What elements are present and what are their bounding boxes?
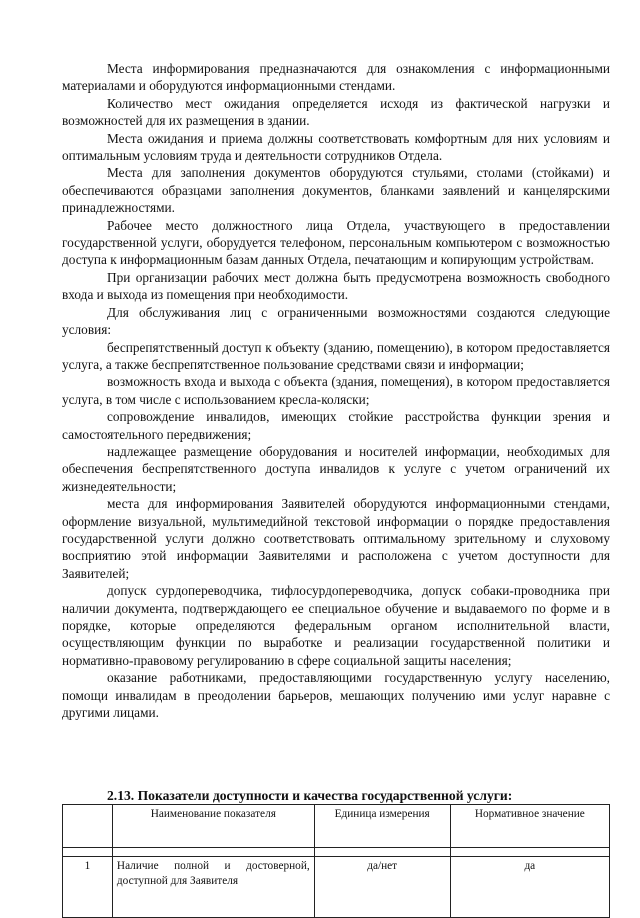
paragraph: Рабочее место должностного лица Отдела, участвующего в предоставлении государственной услуги, оборудуется телефоном, персональным компьютером с возможностью доступа к информационным базам данных Отдела, печатающим и копирующим устройствам. xyxy=(62,217,610,268)
table-spacer-row xyxy=(63,848,610,857)
spacer-cell xyxy=(112,848,314,857)
body-text xyxy=(62,60,610,721)
section-heading: 2.13. Показатели доступности и качества государственной услуги: xyxy=(107,788,513,803)
paragraph: допуск сурдопереводчика, тифлосурдопереводчика, допуск собаки-проводника при наличии документа, подтверждающего ее специальное обучение и выдаваемого по форме и в порядке, которые определяются федеральным органом исполнительной власти, осуществляющим функции по выработке и реализации государственной политики и нормативно-правовому регулированию в сфере социальной защиты населения; xyxy=(62,583,610,668)
paragraph: При организации рабочих мест должна быть предусмотрена возможность свободного входа и выхода из помещения при необходимости. xyxy=(62,269,610,303)
paragraph: сопровождение инвалидов, имеющих стойкие расстройства функции зрения и самостоятельного передвижения; xyxy=(62,409,610,442)
indicators-table xyxy=(62,804,610,918)
paragraph: возможность входа и выхода с объекта (здания, помещения), в котором предоставляется услуга, в том числе с использованием кресла-коляски; xyxy=(62,374,610,407)
table-cell-indicator: Наличие полной и достоверной, доступной для Заявителя xyxy=(112,857,314,918)
table-cell-number: 1 xyxy=(63,857,113,918)
spacer-cell xyxy=(63,848,113,857)
paragraph: Количество мест ожидания определяется исходя из фактической нагрузки и возможностей для их размещения в здании. xyxy=(62,95,610,129)
paragraph: места для информирования Заявителей оборудуются информационными стендами, оформление визуальной, мультимедийной текстовой информации о порядке предоставления государственной услуги должно соответствовать оптимальному зрительному и слуховому восприятию этой информации Заявителями и расположена с учетом доступности для Заявителей; xyxy=(62,496,610,581)
table-header-cell: Наименование показателя xyxy=(112,805,314,848)
table-header-cell: Нормативное значение xyxy=(450,805,609,848)
table-row xyxy=(63,857,610,918)
table-header-row xyxy=(63,805,610,848)
spacer-cell xyxy=(450,848,609,857)
paragraph: Места для заполнения документов оборудуются стульями, столами (стойками) и обеспечиваются образцами заполнения документов, бланками заявлений и канцелярскими принадлежностями. xyxy=(62,165,610,216)
paragraph: Места информирования предназначаются для ознакомления с информационными материалами и оборудуются информационными стендами. xyxy=(62,61,610,94)
paragraph: беспрепятственный доступ к объекту (зданию, помещению), в котором предоставляется услуга, а также беспрепятственное пользование средствами связи и информации; xyxy=(62,339,610,372)
paragraph: оказание работниками, предоставляющими государственную услугу населению, помощи инвалидам в преодолении барьеров, мешающих получению ими услуг наравне с другими лицами. xyxy=(62,670,610,721)
paragraph: Для обслуживания лиц с ограниченными возможностями создаются следующие условия: xyxy=(62,304,610,338)
table-cell-norm: да xyxy=(450,857,609,918)
table-header-cell: Единица измерения xyxy=(314,805,450,848)
spacer-cell xyxy=(314,848,450,857)
paragraph: надлежащее размещение оборудования и носителей информации, необходимых для обеспечения беспрепятственного доступа инвалидов к услуге с учетом ограничений их жизнедеятельности; xyxy=(62,443,610,494)
table-header-cell xyxy=(63,805,113,848)
table-cell-unit: да/нет xyxy=(314,857,450,918)
paragraph: Места ожидания и приема должны соответствовать комфортным для них условиям и оптимальным условиям труда и деятельности сотрудников Отдела. xyxy=(62,130,610,164)
